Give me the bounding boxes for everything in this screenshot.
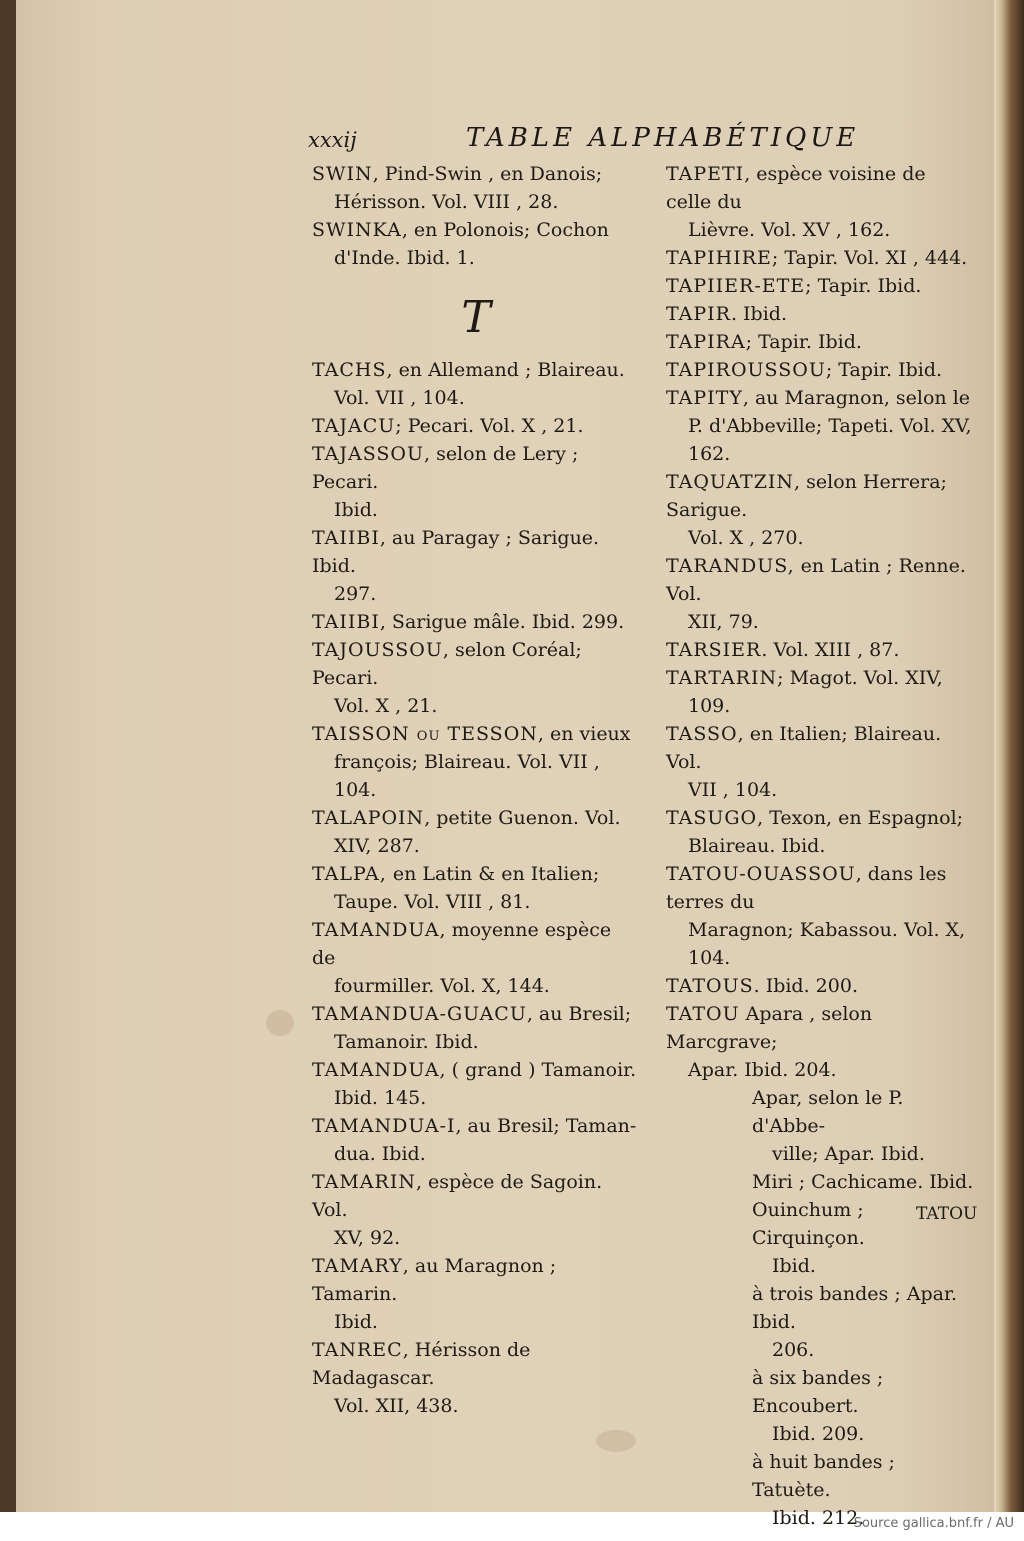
entry-headword: TAISSON ou TESSON <box>312 723 538 745</box>
sub-entry-text: à six bandes ; Encoubert. <box>752 1367 884 1417</box>
left-column-top-entries <box>312 160 640 272</box>
entry-continuation: XII, 79. <box>688 611 759 633</box>
entry-headword: TAMANDUA <box>312 919 440 941</box>
entry-text: ; Tapir. Ibid. <box>745 331 862 353</box>
index-entry <box>312 1336 640 1420</box>
index-entry <box>666 300 976 328</box>
entry-headword: TARANDUS, <box>666 555 795 577</box>
entry-continuation: Ibid. 145. <box>334 1087 427 1109</box>
entry-headword: TAJOUSSOU <box>312 639 443 661</box>
entry-text: , Hérisson de Madagascar. <box>312 1339 531 1389</box>
index-entry <box>666 244 976 272</box>
entry-headword: TAPIR <box>666 303 731 325</box>
sub-entry-continuation: Ibid. 212. <box>772 1507 865 1529</box>
sub-entry-text: à huit bandes ; Tatuète. <box>752 1451 895 1501</box>
index-entry <box>312 356 640 412</box>
entry-text: , selon Coréal; Pecari. <box>312 639 582 689</box>
entry-text: , au Maragnon, selon le <box>742 387 971 409</box>
index-entry <box>312 916 640 1000</box>
entry-text: . Ibid. 200. <box>753 975 858 997</box>
entry-headword: TASSO <box>666 723 738 745</box>
entry-text: Apara , selon Marcgrave; <box>666 1003 873 1053</box>
index-entry <box>666 636 976 664</box>
sub-entry-continuation: 206. <box>772 1339 815 1361</box>
entry-text: , en Italien; Blaireau. Vol. <box>666 723 942 773</box>
entry-continuation: Vol. XII, 438. <box>334 1395 459 1417</box>
entry-text: , dans les terres du <box>666 863 947 913</box>
index-entry <box>312 412 640 440</box>
sub-entry-continuation: Ibid. <box>772 1255 816 1277</box>
index-entry <box>666 272 976 300</box>
entry-text: , Pind-Swin , en Danois; <box>372 163 603 185</box>
index-entry <box>666 1000 976 1084</box>
sub-entry-text: Apar, selon le P. d'Abbe- <box>752 1087 904 1137</box>
index-entry <box>666 384 976 440</box>
book-spine <box>994 0 1024 1512</box>
paper-stain <box>596 1430 636 1452</box>
entry-continuation: d'Inde. Ibid. 1. <box>334 247 475 269</box>
index-entry <box>312 1168 640 1252</box>
index-entry <box>312 1000 640 1056</box>
section-letter: T <box>461 292 491 343</box>
index-entry <box>666 804 976 860</box>
entry-continuation: Tamanoir. Ibid. <box>334 1031 479 1053</box>
index-entry <box>666 160 976 244</box>
entry-text: ; Magot. Vol. XIV, <box>777 667 943 689</box>
entry-text: , en Allemand ; Blaireau. <box>386 359 625 381</box>
entry-headword: TAMANDUA <box>312 1059 440 1081</box>
entry-text: , selon de Lery ; Pecari. <box>312 443 579 493</box>
entry-text: , moyenne espèce de <box>312 919 612 969</box>
entry-headword: TARSIER <box>666 639 762 661</box>
catchword: TATOU <box>916 1204 978 1224</box>
sub-entry-continuation: Ibid. 209. <box>772 1423 865 1445</box>
entry-continuation: Taupe. Vol. VIII , 81. <box>334 891 531 913</box>
entry-text: ; Pecari. Vol. X , 21. <box>395 415 584 437</box>
entry-text: ; Tapir. Ibid. <box>805 275 922 297</box>
entry-headword: TALPA, <box>312 863 387 885</box>
entry-headword: TAMARIN <box>312 1171 416 1193</box>
entry-text: , au Paragay ; Sarigue. Ibid. <box>312 527 600 577</box>
entry-headword: TAMANDUA-GUACU <box>312 1003 527 1025</box>
page-title: TABLE ALPHABÉTIQUE <box>466 123 860 153</box>
sub-entry-text: Miri ; Cachicame. Ibid. <box>752 1171 974 1193</box>
entry-text: ; Tapir. Ibid. <box>825 359 943 381</box>
index-entry <box>666 720 976 804</box>
entry-text: , au Maragnon ; Tamarin. <box>312 1255 557 1305</box>
entry-headword: TARTARIN <box>666 667 778 689</box>
entry-text: , au Bresil; Taman- <box>455 1115 637 1137</box>
left-column-entries <box>312 356 640 1420</box>
entry-text: , en vieux <box>537 723 631 745</box>
entry-continuation: Hérisson. Vol. VIII , 28. <box>334 191 559 213</box>
entry-text: . Vol. XIII , 87. <box>761 639 900 661</box>
entry-continuation: XV, 92. <box>334 1227 401 1249</box>
entry-continuation: Ibid. <box>334 1311 378 1333</box>
entry-headword: TAJASSOU <box>312 443 424 465</box>
index-entry <box>312 524 640 608</box>
entry-headword: TACHS <box>312 359 387 381</box>
running-head <box>308 123 968 158</box>
index-entry <box>666 860 976 972</box>
entry-headword: TAPETI <box>666 163 745 185</box>
entry-continuation: 297. <box>334 583 377 605</box>
index-entry <box>666 440 976 468</box>
index-sub-entry <box>666 1280 976 1364</box>
paper-stain <box>266 1010 294 1036</box>
entry-continuation: VII , 104. <box>688 779 778 801</box>
entry-continuation: Vol. VII , 104. <box>334 387 465 409</box>
index-entry <box>312 608 640 636</box>
index-entry <box>666 328 976 356</box>
index-entry <box>666 552 976 636</box>
entry-text: , Sarigue mâle. Ibid. 299. <box>379 611 625 633</box>
entry-continuation: XIV, 287. <box>334 835 420 857</box>
entry-continuation: fourmiller. Vol. X, 144. <box>334 975 550 997</box>
index-entry <box>666 972 976 1000</box>
entry-headword: TANREC <box>312 1339 403 1361</box>
entry-headword: TAPIHIRE <box>666 247 772 269</box>
entry-text: , au Bresil; <box>526 1003 632 1025</box>
index-entry <box>312 160 640 216</box>
entry-headword: TAMANDUA-I <box>312 1115 456 1137</box>
entry-continuation: Lièvre. Vol. XV , 162. <box>688 219 891 241</box>
index-entry <box>312 440 640 524</box>
right-column-entries <box>666 160 976 1084</box>
entry-text: , espèce de Sagoin. Vol. <box>312 1171 603 1221</box>
index-entry <box>666 468 976 552</box>
entry-headword: TALAPOIN <box>312 807 425 829</box>
entry-headword: TAPIIER-ETE <box>666 275 806 297</box>
index-entry <box>666 356 976 384</box>
entry-text: , selon Herrera; Sarigue. <box>666 471 947 521</box>
entry-continuation: Maragnon; Kabassou. Vol. X, 104. <box>688 919 966 969</box>
entry-text: , en Polonois; Cochon <box>401 219 609 241</box>
index-entry <box>312 636 640 720</box>
entry-headword: TAJACU <box>312 415 396 437</box>
entry-continuation: Vol. X , 21. <box>334 695 438 717</box>
left-column <box>312 160 640 1420</box>
entry-text: ; Tapir. Vol. XI , 444. <box>771 247 968 269</box>
entry-text: , petite Guenon. Vol. <box>424 807 621 829</box>
entry-headword: SWINKA <box>312 219 402 241</box>
index-entry <box>312 1112 640 1168</box>
entry-headword: SWIN <box>312 163 373 185</box>
sub-entry-continuation: ville; Apar. Ibid. <box>772 1143 925 1165</box>
entry-headword: TAPIROUSSOU <box>666 359 826 381</box>
entry-continuation: 162. <box>688 443 731 465</box>
index-entry <box>312 860 640 916</box>
entry-headword: TATOU <box>666 1003 740 1025</box>
index-sub-entry <box>666 1084 976 1168</box>
folio-number: xxxij <box>308 128 357 152</box>
index-sub-entry <box>666 1364 976 1448</box>
right-column <box>666 160 976 1532</box>
entry-continuation: Ibid. <box>334 499 378 521</box>
sub-entry-text: Ouinchum ; Cirquinçon. <box>752 1199 865 1249</box>
index-entry <box>312 720 640 804</box>
entry-headword: TAMARY <box>312 1255 403 1277</box>
entry-text: en Latin & en Italien; <box>386 863 600 885</box>
index-entry <box>666 664 976 720</box>
source-credit: Source gallica.bnf.fr / AU <box>853 1516 1014 1531</box>
index-sub-entry <box>666 1168 976 1196</box>
index-entry <box>312 1056 640 1112</box>
entry-headword: TAPIRA <box>666 331 746 353</box>
entry-headword: TAIIBI <box>312 527 380 549</box>
index-entry <box>312 1252 640 1336</box>
entry-headword: TATOUS <box>666 975 754 997</box>
entry-continuation: Apar. Ibid. 204. <box>688 1059 837 1081</box>
entry-headword: TAIIBI <box>312 611 380 633</box>
entry-headword: TAQUATZIN <box>666 471 795 493</box>
entry-headword: TAPITY <box>666 387 743 409</box>
entry-headword: TATOU-OUASSOU <box>666 863 856 885</box>
right-column-sub-entries <box>666 1084 976 1532</box>
entry-text: , Texon, en Espagnol; <box>757 807 964 829</box>
sub-entry-text: à trois bandes ; Apar. Ibid. <box>752 1283 958 1333</box>
entry-continuation: P. d'Abbeville; Tapeti. Vol. XV, <box>688 415 972 437</box>
entry-continuation: Blaireau. Ibid. <box>688 835 826 857</box>
entry-headword: TASUGO <box>666 807 758 829</box>
entry-continuation: dua. Ibid. <box>334 1143 426 1165</box>
entry-text: en Latin ; Renne. Vol. <box>666 555 966 605</box>
entry-text: , espèce voisine de celle du <box>666 163 926 213</box>
index-entry <box>312 216 640 272</box>
index-entry <box>312 804 640 860</box>
entry-continuation: 109. <box>688 695 731 717</box>
entry-text: . Ibid. <box>730 303 787 325</box>
entry-text: , ( grand ) Tamanoir. <box>439 1059 637 1081</box>
entry-continuation: françois; Blaireau. Vol. VII , 104. <box>334 751 600 801</box>
entry-continuation: Vol. X , 270. <box>688 527 804 549</box>
